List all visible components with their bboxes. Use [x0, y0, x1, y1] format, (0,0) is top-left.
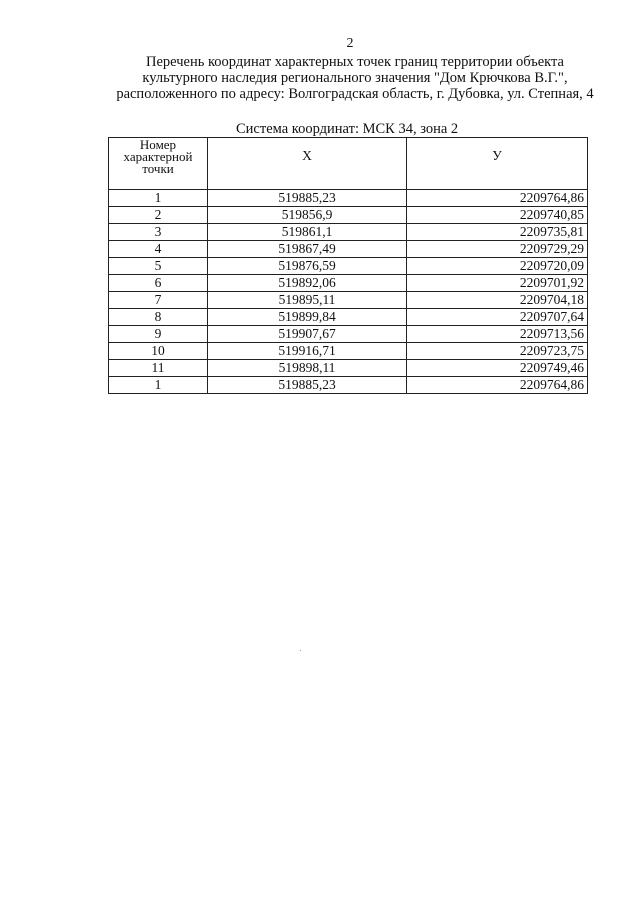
- document-title: [95, 54, 615, 102]
- x-cell: 519876,59: [208, 258, 407, 275]
- table-header-row: [109, 138, 588, 190]
- x-cell: 519867,49: [208, 241, 407, 258]
- y-cell: 2209701,92: [407, 275, 588, 292]
- table-body: [109, 190, 588, 394]
- y-cell: 2209749,46: [407, 360, 588, 377]
- table-row: [109, 292, 588, 309]
- x-cell: 519895,11: [208, 292, 407, 309]
- y-cell: 2209720,09: [407, 258, 588, 275]
- header-x: X: [208, 138, 407, 190]
- table-row: [109, 377, 588, 394]
- y-cell: 2209764,86: [407, 377, 588, 394]
- coordinates-table: [108, 137, 588, 394]
- page-number: 2: [346, 36, 354, 51]
- y-cell: 2209729,29: [407, 241, 588, 258]
- point-number-cell: 8: [109, 309, 208, 326]
- y-cell: 2209764,86: [407, 190, 588, 207]
- title-line-2: культурного наследия регионального значения "Дом Крючкова В.Г.",: [142, 70, 568, 86]
- table-row: [109, 190, 588, 207]
- x-cell: 519885,23: [208, 190, 407, 207]
- x-cell: 519899,84: [208, 309, 407, 326]
- x-cell: 519856,9: [208, 207, 407, 224]
- table-row: [109, 224, 588, 241]
- coordinate-system-caption: Система координат: МСК 34, зона 2: [236, 121, 459, 137]
- y-cell: 2209723,75: [407, 343, 588, 360]
- y-cell: 2209707,64: [407, 309, 588, 326]
- x-cell: 519898,11: [208, 360, 407, 377]
- x-cell: 519892,06: [208, 275, 407, 292]
- title-line-3: расположенного по адресу: Волгоградская область, г. Дубовка, ул. Степная, 4: [116, 86, 594, 102]
- point-number-cell: 6: [109, 275, 208, 292]
- title-line-1: Перечень координат характерных точек границ территории объекта: [146, 54, 564, 70]
- scan-speck: [300, 650, 301, 651]
- table-row: [109, 275, 588, 292]
- table-row: [109, 241, 588, 258]
- table-row: [109, 343, 588, 360]
- x-cell: 519907,67: [208, 326, 407, 343]
- point-number-cell: 3: [109, 224, 208, 241]
- point-number-cell: 9: [109, 326, 208, 343]
- x-cell: 519885,23: [208, 377, 407, 394]
- x-cell: 519916,71: [208, 343, 407, 360]
- point-number-cell: 10: [109, 343, 208, 360]
- header-point-number: [109, 138, 208, 190]
- point-number-cell: 5: [109, 258, 208, 275]
- point-number-cell: 1: [109, 190, 208, 207]
- header-number-line-3: точки: [142, 161, 174, 176]
- point-number-cell: 1: [109, 377, 208, 394]
- table-row: [109, 360, 588, 377]
- table-row: [109, 207, 588, 224]
- point-number-cell: 2: [109, 207, 208, 224]
- y-cell: 2209704,18: [407, 292, 588, 309]
- y-cell: 2209713,56: [407, 326, 588, 343]
- table-row: [109, 258, 588, 275]
- header-number-line-2: характерной: [123, 149, 193, 164]
- y-cell: 2209735,81: [407, 224, 588, 241]
- table-row: [109, 309, 588, 326]
- header-number-line-1: Номер: [139, 137, 177, 152]
- point-number-cell: 4: [109, 241, 208, 258]
- header-y: У: [407, 138, 588, 190]
- y-cell: 2209740,85: [407, 207, 588, 224]
- point-number-cell: 7: [109, 292, 208, 309]
- point-number-cell: 11: [109, 360, 208, 377]
- table-row: [109, 326, 588, 343]
- x-cell: 519861,1: [208, 224, 407, 241]
